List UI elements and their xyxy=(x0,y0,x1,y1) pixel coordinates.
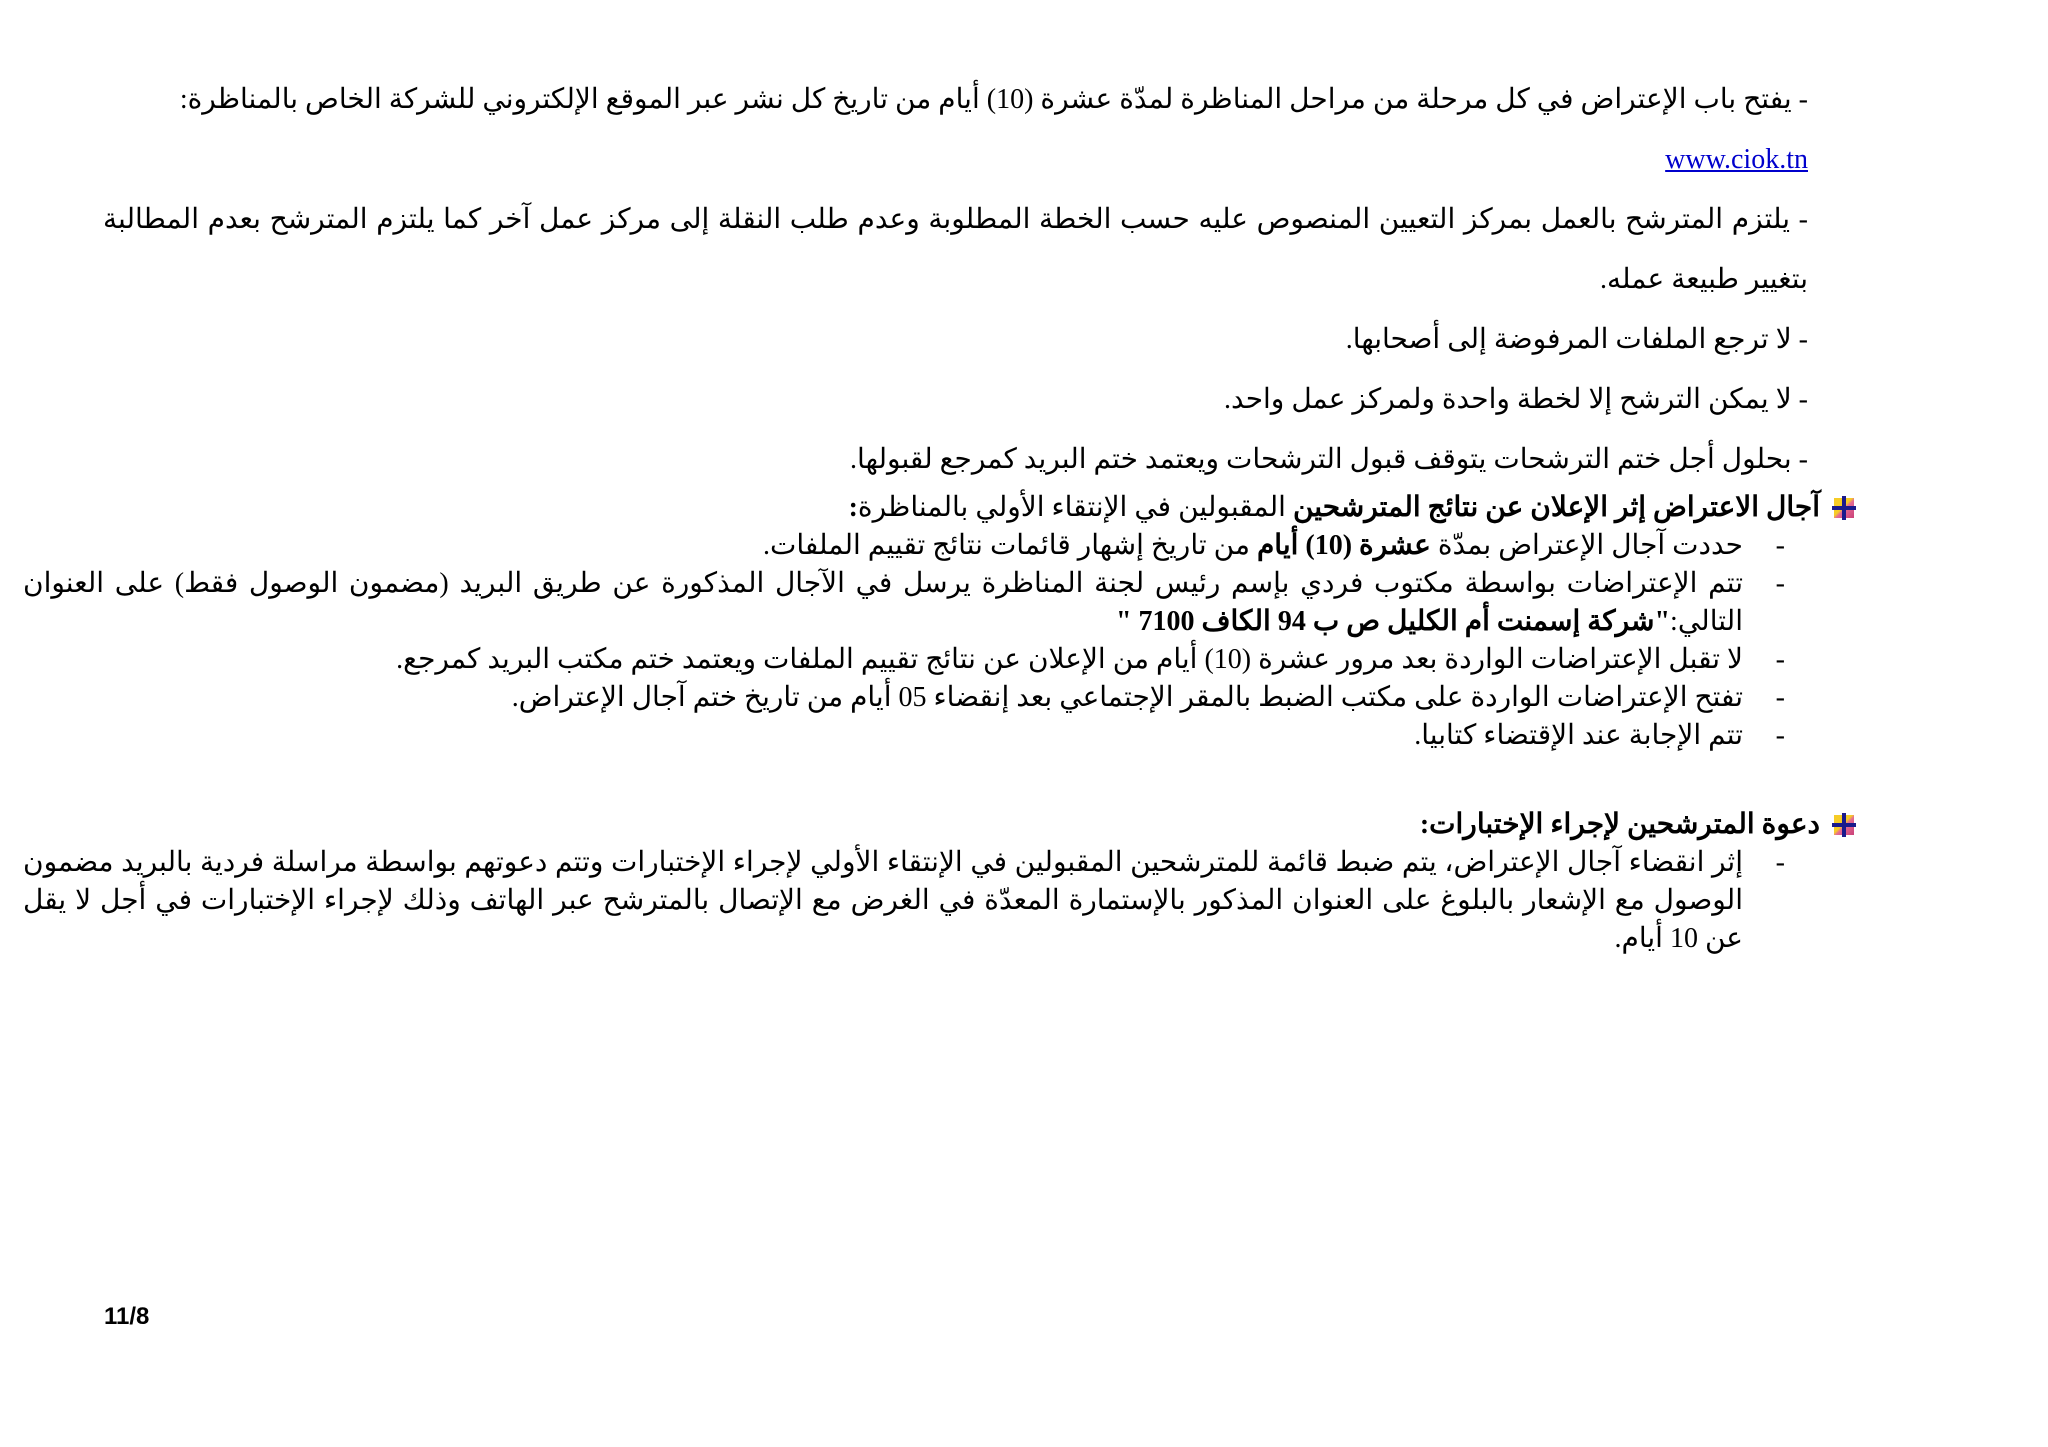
paragraph-work-center-commitment: - يلتزم المترشح بالعمل بمركز التعيين المنصوص عليه حسب الخطة المطلوبة وعدم طلب النقلة إلى مركز عمل آخر كما يلتزم المترشح بعدم المطالبة بتغيير طبيعة عمله. xyxy=(103,204,1808,295)
dash-marker: - xyxy=(1775,644,1785,675)
dash-marker: - xyxy=(1775,530,1785,561)
section-exam-invitation xyxy=(23,806,1858,958)
paragraph-deadline: - بحلول أجل ختم الترشحات يتوقف قبول الترشحات ويعتمد ختم البريد كمرجع لقبولها. xyxy=(850,444,1808,475)
list-item: - تفتح الإعتراضات الواردة على مكتب الضبط بالمقر الإجتماعي بعد إنقضاء 05 أيام من تاريخ ختم آجال الإعتراض. xyxy=(23,679,1743,717)
section-objection-deadlines xyxy=(23,489,1858,755)
cross-bullet-icon xyxy=(1830,811,1858,839)
paragraph-rejected-files: - لا ترجع الملفات المرفوضة إلى أصحابها. xyxy=(1345,324,1808,355)
section-heading xyxy=(23,806,1858,844)
section-heading-text: آجال الاعتراض إثر الإعلان عن نتائج المترشحين المقبولين في الإنتقاء الأولي بالمناظرة: xyxy=(848,492,1820,523)
paragraph-objection-window: - يفتح باب الإعتراض في كل مرحلة من مراحل المناظرة لمدّة عشرة (10) أيام من تاريخ كل نشر عبر الموقع الإلكتروني للشركة الخاص بالمناظرة: xyxy=(179,84,1808,115)
dash-marker: - xyxy=(1775,720,1785,751)
dash-marker: - xyxy=(1775,682,1785,713)
list-item: - حددت آجال الإعتراض بمدّة عشرة (10) أيام من تاريخ إشهار قائمات نتائج تقييم الملفات. xyxy=(23,527,1743,565)
dash-marker: - xyxy=(1775,568,1785,599)
website-link[interactable]: www.ciok.tn xyxy=(1665,144,1808,175)
dash-marker: - xyxy=(1775,847,1785,878)
page-number: 11/8 xyxy=(104,1303,150,1330)
list-item: - تتم الإعتراضات بواسطة مكتوب فردي بإسم رئيس لجنة المناظرة يرسل في الآجال المذكورة عن طريق البريد (مضمون الوصول فقط) على العنوان التالي:"شركة إسمنت أم الكليل ص ب 94 الكاف 7100 " xyxy=(23,565,1743,641)
cross-bullet-icon xyxy=(1830,494,1858,522)
section-heading-text: دعوة المترشحين لإجراء الإختبارات: xyxy=(1419,809,1820,840)
list-item: - إثر انقضاء آجال الإعتراض، يتم ضبط قائمة للمترشحين المقبولين في الإنتقاء الأولي لإجراء الإختبارات وتتم دعوتهم بواسطة مراسلة فردية بالبريد مضمون الوصول مع الإشعار بالبلوغ على العنوان المذكور بالإستمارة المعدّة في الغرض مع الإتصال بالمترشح عبر الهاتف وذلك لإجراء الإختبارات في أجل لا يقل عن 10 أيام. xyxy=(23,844,1743,958)
exam-invitation-list xyxy=(23,844,1858,958)
list-item: - لا تقبل الإعتراضات الواردة بعد مرور عشرة (10) أيام من الإعلان عن نتائج تقييم الملفات ويعتمد ختم مكتب البريد كمرجع. xyxy=(23,641,1743,679)
paragraph-single-position: - لا يمكن الترشح إلا لخطة واحدة ولمركز عمل واحد. xyxy=(1224,384,1808,415)
list-item: - تتم الإجابة عند الإقتضاء كتابيا. xyxy=(23,717,1743,755)
section-heading xyxy=(23,489,1858,527)
top-paragraphs xyxy=(103,70,1808,490)
objection-list xyxy=(23,527,1858,755)
paragraph-link-line xyxy=(103,130,1808,190)
